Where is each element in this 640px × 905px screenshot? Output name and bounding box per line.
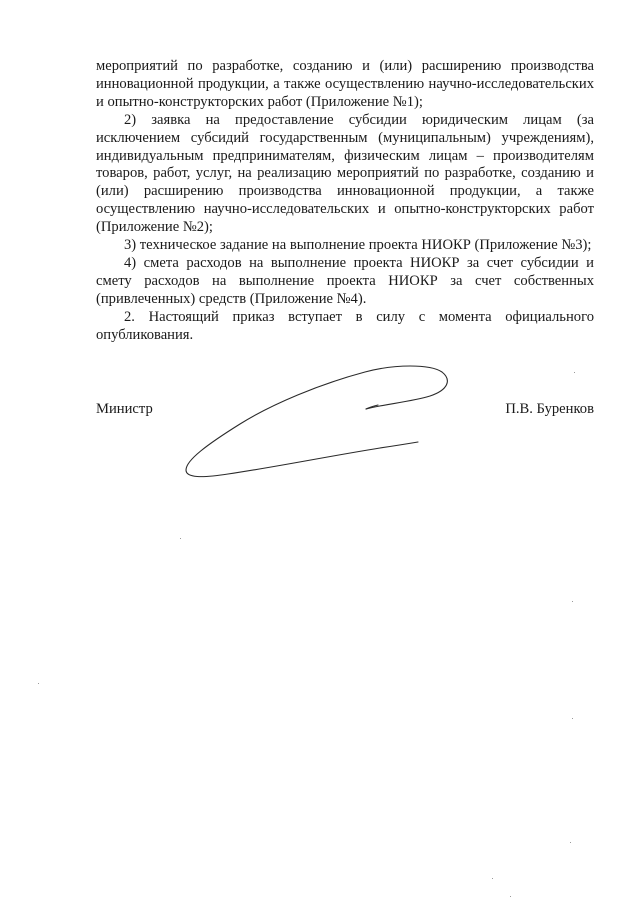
signer-title: Министр [96, 401, 153, 417]
paragraph-clause-2: 2. Настоящий приказ вступает в силу с момента официального опубликования. [96, 308, 594, 343]
scan-speck [38, 683, 39, 684]
paragraph-continuation: мероприятий по разработке, созданию и (или) расширению производства инновационной продукции, а также осуществлению научно-исследовательских и опытно-конструкторских работ (Приложение №1); [96, 58, 594, 110]
handwritten-signature [180, 360, 460, 485]
paragraph-item-2: 2) заявка на предоставление субсидии юридическим лицам (за исключением субсидий государственным (муниципальным) учреждениям), индивидуальным предпринимателям, физическим лицам – производителям товаров, работ, услуг, на реализацию мероприятий по разработке, созданию и (или) расширению производства инновационной продукции, а также осуществлению научно-исследовательских и опытно-конструкторских работ (Приложение №2); [96, 111, 594, 236]
scan-speck [492, 878, 493, 879]
scan-speck [510, 896, 511, 897]
scan-speck [574, 372, 575, 373]
scan-speck [572, 601, 573, 602]
scan-speck [570, 842, 571, 843]
document-body [96, 58, 594, 345]
scan-speck [572, 718, 573, 719]
paragraph-item-3: 3) техническое задание на выполнение проекта НИОКР (Приложение №3); [124, 237, 592, 254]
scan-speck [180, 538, 181, 539]
paragraph-item-4: 4) смета расходов на выполнение проекта НИОКР за счет субсидии и смету расходов на выполнение проекта НИОКР за счет собственных (привлеченных) средств (Приложение №4). [96, 254, 594, 307]
signer-name: П.В. Буренков [505, 401, 594, 417]
